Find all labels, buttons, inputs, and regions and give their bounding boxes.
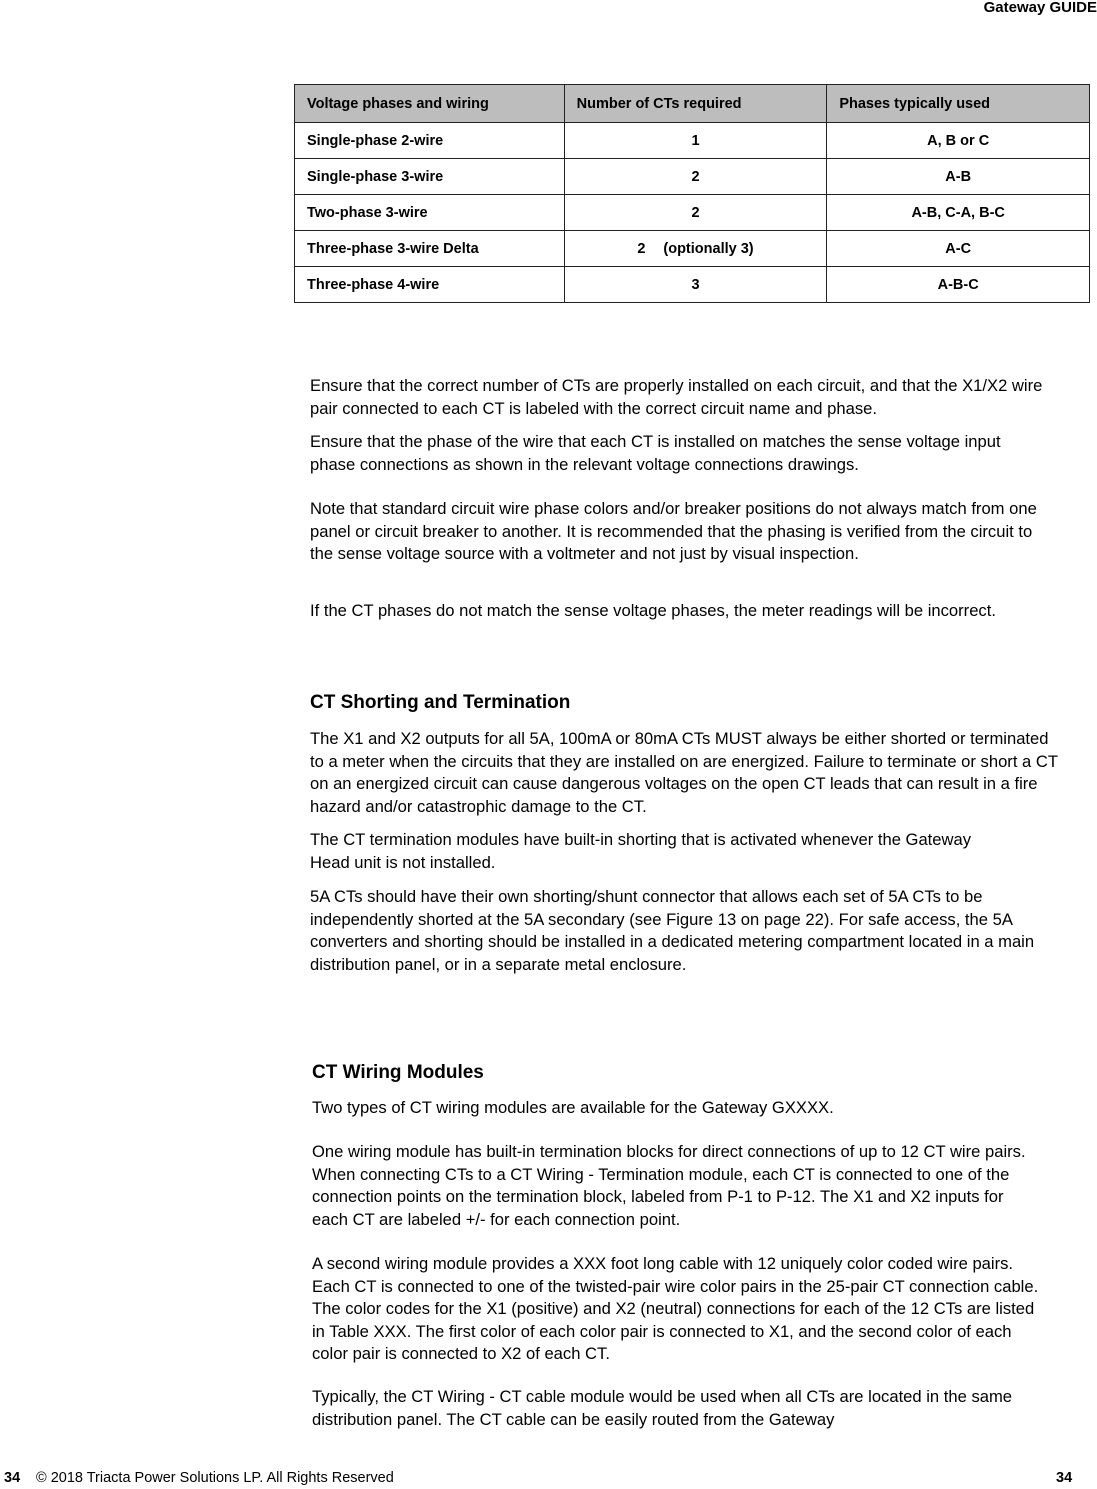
shorting-paragraph-1: [310, 728, 1060, 818]
table-row: [295, 159, 1090, 195]
phases-cell: A, B or C: [827, 123, 1090, 159]
paragraph: 5A CTs should have their own shorting/shunt connector that allows each set of 5A CTs to be independently shorted at the 5A secondary (see Figure 13 on page 22). For safe access, the 5A converters and shorting should be installed in a dedicated metering compartment located in a main distribution panel, or in a separate metal enclosure.: [310, 887, 1035, 974]
ct-count-cell: [564, 195, 827, 231]
modules-paragraph-3: [312, 1253, 1047, 1366]
wiring-cell: Single-phase 2-wire: [295, 123, 565, 159]
shorting-paragraph-3: [310, 886, 1050, 976]
document-title: Gateway GUIDE: [983, 0, 1097, 16]
ct-count: 3: [691, 276, 700, 293]
phases-cell: A-B: [827, 159, 1090, 195]
page-header: [0, 0, 1097, 22]
paragraph: Two types of CT wiring modules are available for the Gateway GXXXX.: [312, 1098, 834, 1117]
ct-count-note: (optionally 3): [663, 240, 754, 257]
paragraph: Note that standard circuit wire phase colors and/or breaker positions do not always match from one panel or circuit breaker to another. It is recommended that the phasing is verified from the circuit to the sense voltage source with a voltmeter and not just by visual inspection.: [310, 499, 1037, 563]
wiring-cell: Three-phase 3-wire Delta: [295, 231, 565, 267]
phases-cell: A-B-C: [827, 267, 1090, 303]
table-row: [295, 195, 1090, 231]
page-number-right: 34: [1056, 1470, 1073, 1486]
modules-paragraph-2: [312, 1141, 1042, 1231]
intro-paragraph-1: [310, 375, 1045, 420]
wiring-cell: Three-phase 4-wire: [295, 267, 565, 303]
intro-paragraph-2: [310, 431, 1045, 476]
shorting-paragraph-2: [310, 829, 990, 874]
ct-count: 2: [691, 204, 700, 221]
ct-count: 2: [691, 168, 700, 185]
wiring-cell: Two-phase 3-wire: [295, 195, 565, 231]
column-header: Phases typically used: [827, 85, 1090, 123]
wiring-cell: Single-phase 3-wire: [295, 159, 565, 195]
column-header: Number of CTs required: [564, 85, 827, 123]
table-header-row: [295, 85, 1090, 123]
table-row: [295, 123, 1090, 159]
modules-paragraph-1: [312, 1097, 1047, 1120]
page-number-left: 34: [4, 1470, 21, 1486]
modules-paragraph-4: [312, 1386, 1037, 1431]
paragraph: Ensure that the correct number of CTs are properly installed on each circuit, and that the X1/X2 wire pair connected to each CT is labeled with the correct circuit name and phase.: [310, 376, 1043, 418]
table-row: [295, 267, 1090, 303]
ct-requirements-table: [294, 84, 1090, 303]
ct-count-cell: [564, 159, 827, 195]
intro-paragraph-3: [310, 498, 1045, 566]
ct-count-cell: [564, 267, 827, 303]
phases-cell: A-C: [827, 231, 1090, 267]
paragraph: The X1 and X2 outputs for all 5A, 100mA or 80mA CTs MUST always be either shorted or terminated to a meter when the circuits that they are installed on are energized. Failure to terminate or short a CT on an energized circuit can cause dangerous voltages on the open CT leads that can result in a fire hazard and/or catastrophic damage to the CT.: [310, 729, 1058, 816]
paragraph: A second wiring module provides a XXX foot long cable with 12 uniquely color coded wire pairs. Each CT is connected to one of the twisted-pair wire color pairs in the 25-pair CT connection cable. The color codes for the X1 (positive) and X2 (neutral) connections for each of the 12 CTs are listed in Table XXX. The first color of each color pair is connected to X1, and the second color of each color pair is connected to X2 of each CT.: [312, 1254, 1039, 1363]
table-row: [295, 231, 1090, 267]
column-header: Voltage phases and wiring: [295, 85, 565, 123]
ct-count: 1: [691, 132, 700, 149]
paragraph: If the CT phases do not match the sense voltage phases, the meter readings will be incorrect.: [310, 601, 996, 620]
ct-count-cell: [564, 123, 827, 159]
ct-count: 2: [637, 240, 646, 257]
paragraph: Typically, the CT Wiring - CT cable module would be used when all CTs are located in the same distribution panel. The CT cable can be easily routed from the Gateway: [312, 1387, 1013, 1429]
copyright-notice: © 2018 Triacta Power Solutions LP. All Rights Reserved: [36, 1470, 394, 1486]
section-heading-shorting: CT Shorting and Termination: [310, 692, 571, 713]
section-heading-modules: CT Wiring Modules: [312, 1062, 484, 1083]
paragraph: Ensure that the phase of the wire that each CT is installed on matches the sense voltage input phase connections as shown in the relevant voltage connections drawings.: [310, 432, 1001, 474]
ct-count-cell: [564, 231, 827, 267]
paragraph: One wiring module has built-in termination blocks for direct connections of up to 12 CT wire pairs. When connecting CTs to a CT Wiring - Termination module, each CT is connected to one of the connection points on the termination block, labeled from P-1 to P-12. The X1 and X2 inputs for each CT are labeled +/- for each connection point.: [312, 1142, 1026, 1229]
intro-paragraph-4: [310, 600, 1045, 623]
page-footer: [0, 1468, 1097, 1488]
phases-cell: A-B, C-A, B-C: [827, 195, 1090, 231]
paragraph: The CT termination modules have built-in shorting that is activated whenever the Gateway Head unit is not installed.: [310, 830, 972, 872]
